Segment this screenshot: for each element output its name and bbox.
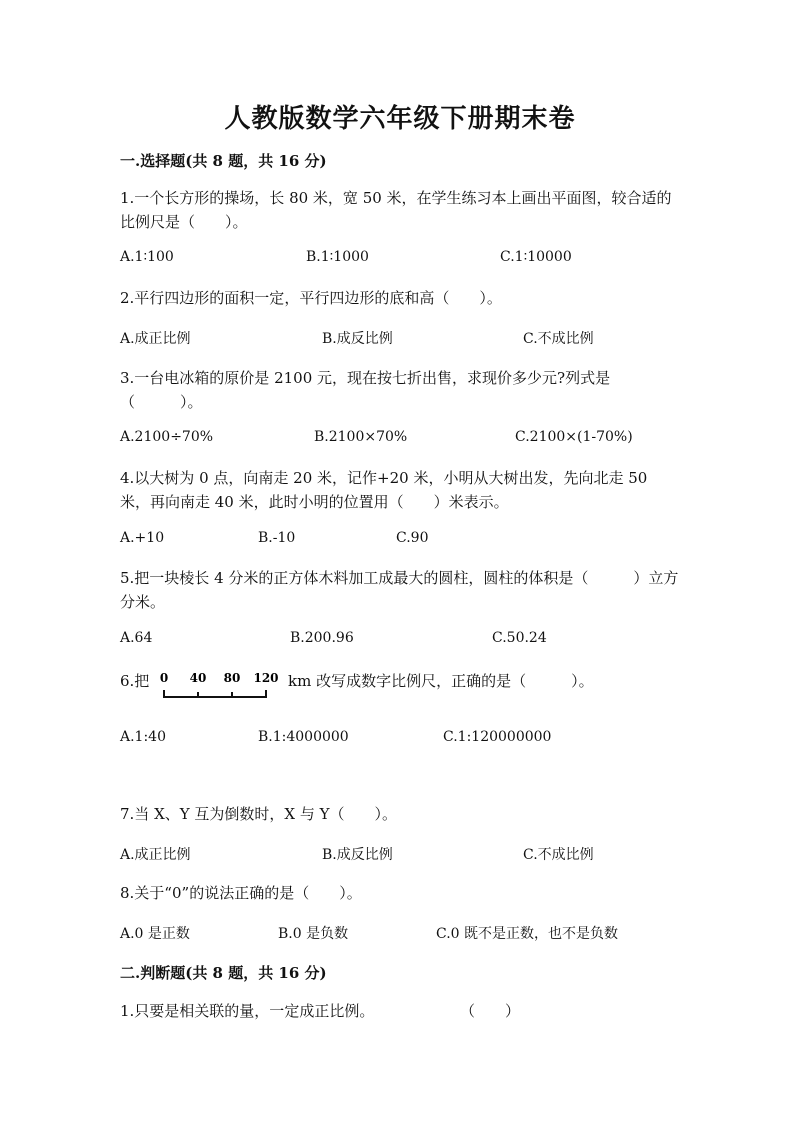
options-8 [120,923,680,947]
judgement-question-1 [120,999,680,1023]
option-c: C.90 [396,530,429,546]
options-5 [120,630,680,654]
option-b: B.1∶1000 [306,249,369,265]
question-6 [120,668,680,708]
option-b: B.成反比例 [322,331,393,347]
section-heading-choice: 一.选择题(共 8 题，共 16 分) [120,152,327,170]
option-c: C.不成比例 [523,331,594,347]
option-a: A.2100÷70% [120,429,214,445]
question-7: 7.当 X、Y 互为倒数时，X 与 Y（ ）。 [120,805,398,823]
option-b: B.成反比例 [322,847,393,863]
option-c: C.50.24 [492,630,547,646]
scale-label-120: 120 [253,671,279,685]
scale-bar [160,668,280,702]
option-b: B.200.96 [290,630,354,646]
option-a: A.1∶100 [120,249,174,265]
question-1: 1.一个长方形的操场，长 80 米，宽 50 米，在学生练习本上画出平面图，较合适的比例尺是（ ）。 [120,189,672,231]
option-b: B.2100×70% [314,429,408,445]
option-c: C.不成比例 [523,847,594,863]
option-a: A.成正比例 [120,847,191,863]
question-5: 5.把一块棱长 4 分米的正方体木料加工成最大的圆柱，圆柱的体积是（ ）立方分米。 [120,569,679,611]
section-heading-judgement: 二.判断题(共 8 题，共 16 分) [120,964,327,982]
answer-blank: （ ） [460,1002,521,1020]
option-a: A.成正比例 [120,331,191,347]
scale-label-80: 80 [223,671,241,685]
options-7 [120,844,680,868]
scale-label-40: 40 [189,671,207,685]
option-a: A.1:40 [120,729,166,745]
option-a: A.0 是正数 [120,926,190,942]
option-c: C.2100×(1-70%) [515,429,633,445]
options-6 [120,729,680,753]
option-b: B.-10 [258,530,296,546]
question-6-lead: 6.把 [120,672,150,690]
judgement-question-1-text: 1.只要是相关联的量，一定成正比例。 [120,1002,375,1020]
options-2 [120,328,680,352]
option-b: B.0 是负数 [278,926,349,942]
option-a: A.+10 [120,530,165,546]
question-8: 8.关于“0”的说法正确的是（ ）。 [120,884,362,902]
page-title: 人教版数学六年级下册期末卷 [224,104,576,134]
option-c: C.0 既不是正数，也不是负数 [436,926,619,942]
options-3 [120,429,680,453]
scale-label-0: 0 [160,671,169,685]
question-6-tail: km 改写成数字比例尺，正确的是（ ）。 [288,672,594,690]
question-4: 4.以大树为 0 点，向南走 20 米，记作+20 米，小明从大树出发，先向北走 50 米，再向南走 40 米，此时小明的位置用（ ）米表示。 [120,469,648,511]
question-2: 2.平行四边形的面积一定，平行四边形的底和高（ ）。 [120,289,502,307]
option-c: C.1∶10000 [500,249,572,265]
options-4 [120,530,680,554]
option-a: A.64 [120,630,153,646]
question-3: 3.一台电冰箱的原价是 2100 元，现在按七折出售，求现价多少元?列式是（ ）。 [120,369,611,411]
options-1 [120,249,680,273]
option-b: B.1:4000000 [258,729,349,745]
option-c: C.1:120000000 [443,729,552,745]
